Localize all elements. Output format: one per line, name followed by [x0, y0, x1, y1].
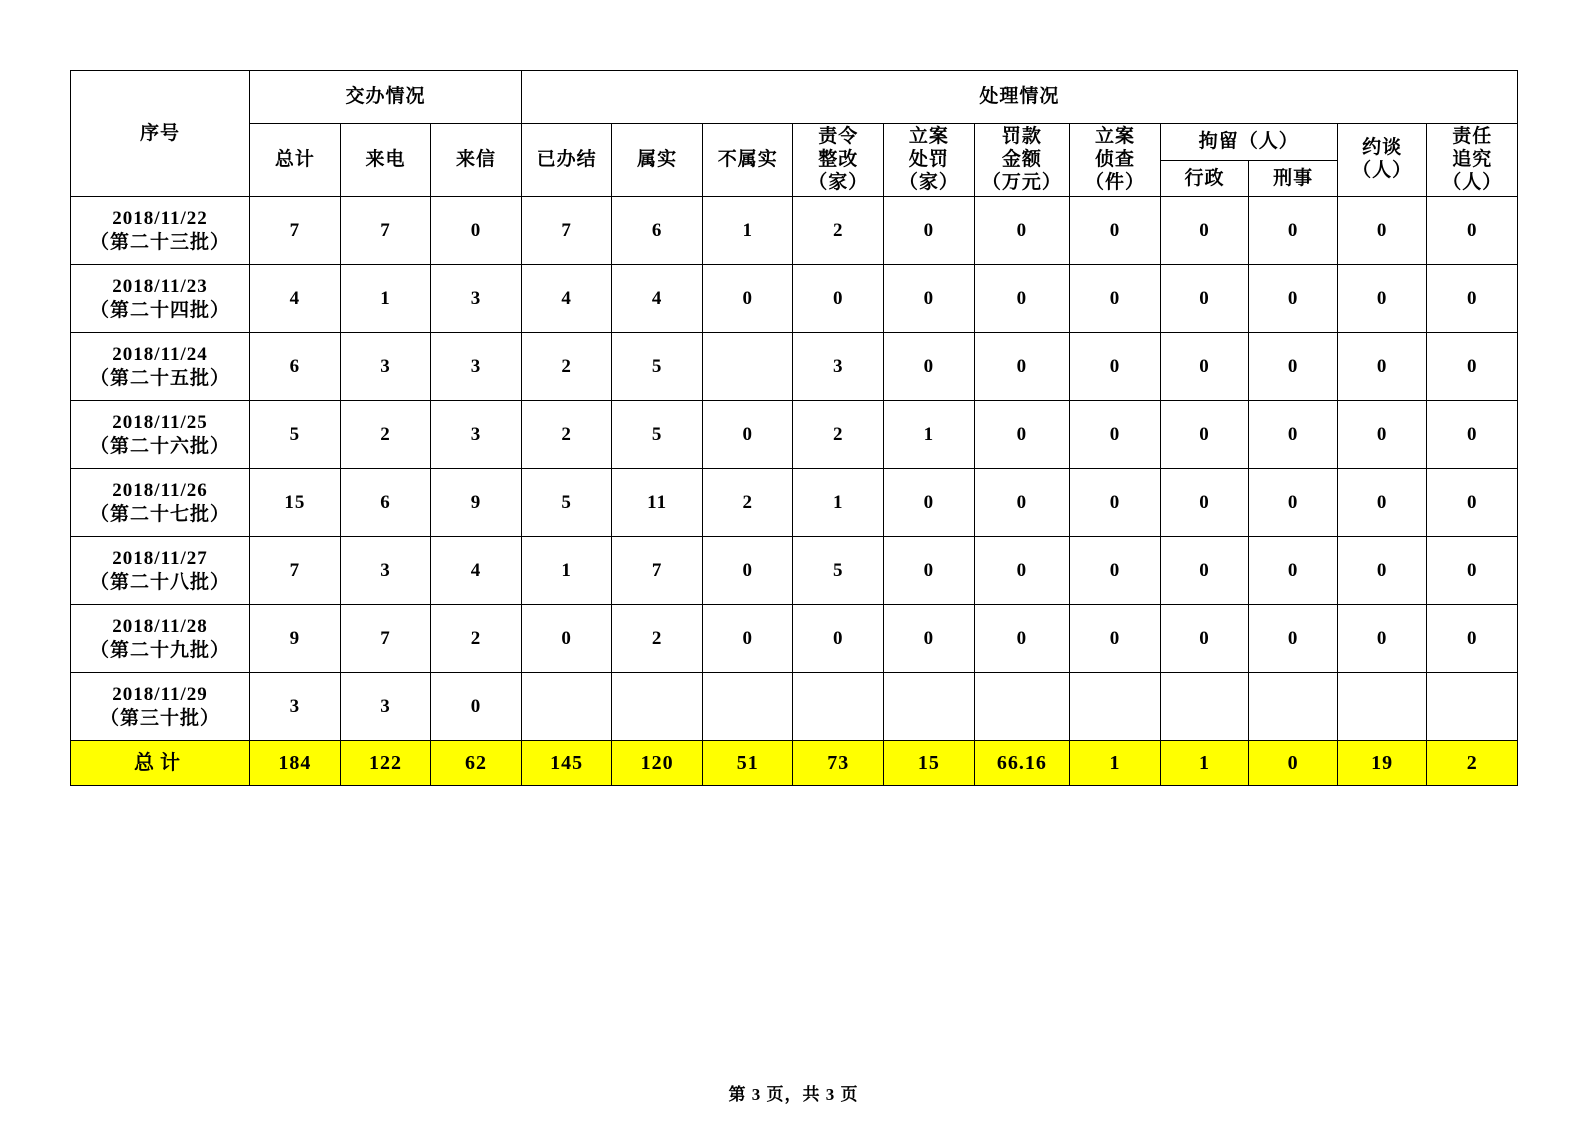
- header-accountability: [1427, 124, 1518, 197]
- cell-total: 3: [250, 673, 341, 741]
- cell-detention-criminal: [1249, 673, 1338, 741]
- table-row: [71, 605, 1518, 673]
- row-label: [71, 197, 250, 265]
- total-letters: 62: [431, 741, 522, 786]
- cell-interview: [1337, 673, 1427, 741]
- table-row: [71, 333, 1518, 401]
- row-date: 2018/11/27: [112, 548, 208, 570]
- cell-order-rectify: 3: [793, 333, 884, 401]
- row-date: 2018/11/24: [112, 344, 208, 366]
- cell-closed: 7: [521, 197, 612, 265]
- total-fine-amount: 66.16: [974, 741, 1070, 786]
- cell-investigation: 0: [1070, 197, 1161, 265]
- cell-order-rectify: 1: [793, 469, 884, 537]
- cell-detention-criminal: 0: [1249, 265, 1338, 333]
- total-investigation: 1: [1070, 741, 1161, 786]
- table-row: [71, 197, 1518, 265]
- header-penalty-case: [884, 124, 975, 197]
- cell-total: 15: [250, 469, 341, 537]
- cell-detention-admin: 0: [1160, 469, 1249, 537]
- cell-true-case: 6: [612, 197, 703, 265]
- row-label: [71, 605, 250, 673]
- total-detention-admin: 1: [1160, 741, 1249, 786]
- header-investigation-line3: （件）: [1084, 171, 1145, 193]
- cell-calls: 2: [340, 401, 431, 469]
- cell-total: 5: [250, 401, 341, 469]
- cell-false-case: 1: [702, 197, 793, 265]
- row-date: 2018/11/23: [112, 276, 208, 298]
- header-penalty-case-line3: （家）: [898, 171, 959, 193]
- cell-letters: 9: [431, 469, 522, 537]
- header-interview-line2: （人）: [1352, 160, 1413, 182]
- cell-penalty-case: 0: [884, 537, 975, 605]
- row-date: 2018/11/25: [112, 412, 208, 434]
- total-accountability: 2: [1427, 741, 1518, 786]
- table-row: [71, 673, 1518, 741]
- header-seq: 序号: [71, 71, 250, 197]
- header-penalty-case-line1: 立案: [908, 126, 949, 147]
- table-total-row: [71, 741, 1518, 786]
- cell-order-rectify: 0: [793, 265, 884, 333]
- header-fine-amount: [974, 124, 1070, 197]
- cell-total: 4: [250, 265, 341, 333]
- table-row: [71, 469, 1518, 537]
- cell-investigation: 0: [1070, 605, 1161, 673]
- cell-closed: 2: [521, 333, 612, 401]
- header-false-case: 不属实: [702, 124, 793, 197]
- cell-fine-amount: 0: [974, 537, 1070, 605]
- cell-order-rectify: 2: [793, 401, 884, 469]
- header-order-rectify: [793, 124, 884, 197]
- header-detention-admin: 行政: [1160, 160, 1249, 197]
- cell-closed: 0: [521, 605, 612, 673]
- cell-detention-admin: 0: [1160, 333, 1249, 401]
- cell-closed: [521, 673, 612, 741]
- cell-letters: 0: [431, 197, 522, 265]
- header-true-case: 属实: [612, 124, 703, 197]
- complaint-statistics-table: [70, 70, 1518, 786]
- cell-closed: 5: [521, 469, 612, 537]
- row-date: 2018/11/22: [112, 208, 208, 230]
- table-row: [71, 265, 1518, 333]
- cell-penalty-case: [884, 673, 975, 741]
- cell-penalty-case: 0: [884, 333, 975, 401]
- cell-calls: 1: [340, 265, 431, 333]
- cell-accountability: 0: [1427, 265, 1518, 333]
- cell-detention-criminal: 0: [1249, 605, 1338, 673]
- cell-true-case: 11: [612, 469, 703, 537]
- cell-true-case: 5: [612, 401, 703, 469]
- cell-true-case: 2: [612, 605, 703, 673]
- row-label: [71, 537, 250, 605]
- cell-false-case: 0: [702, 401, 793, 469]
- total-closed: 145: [521, 741, 612, 786]
- header-fine-amount-line2: 金额: [1001, 148, 1042, 170]
- cell-penalty-case: 0: [884, 605, 975, 673]
- row-label: [71, 401, 250, 469]
- cell-fine-amount: 0: [974, 197, 1070, 265]
- row-date: 2018/11/26: [112, 480, 208, 502]
- cell-calls: 6: [340, 469, 431, 537]
- cell-accountability: 0: [1427, 401, 1518, 469]
- cell-order-rectify: 2: [793, 197, 884, 265]
- cell-fine-amount: 0: [974, 401, 1070, 469]
- cell-fine-amount: 0: [974, 469, 1070, 537]
- cell-interview: 0: [1337, 605, 1427, 673]
- cell-calls: 3: [340, 537, 431, 605]
- cell-false-case: [702, 673, 793, 741]
- header-calls: 来电: [340, 124, 431, 197]
- cell-accountability: [1427, 673, 1518, 741]
- cell-penalty-case: 0: [884, 469, 975, 537]
- row-batch: （第二十八批）: [90, 571, 231, 593]
- header-letters: 来信: [431, 124, 522, 197]
- header-investigation: [1070, 124, 1161, 197]
- row-batch: （第二十五批）: [90, 367, 231, 389]
- total-false-case: 51: [702, 741, 793, 786]
- page-footer: 第 3 页，共 3 页: [728, 1085, 859, 1104]
- row-batch: （第二十三批）: [90, 231, 231, 253]
- cell-detention-criminal: 0: [1249, 401, 1338, 469]
- total-true-case: 120: [612, 741, 703, 786]
- cell-false-case: 2: [702, 469, 793, 537]
- cell-interview: 0: [1337, 265, 1427, 333]
- header-accountability-line2: 追究: [1452, 148, 1493, 170]
- total-calls: 122: [340, 741, 431, 786]
- cell-investigation: [1070, 673, 1161, 741]
- cell-total: 7: [250, 537, 341, 605]
- cell-fine-amount: 0: [974, 333, 1070, 401]
- cell-fine-amount: 0: [974, 605, 1070, 673]
- row-batch: （第二十七批）: [90, 503, 231, 525]
- cell-order-rectify: 0: [793, 605, 884, 673]
- cell-true-case: 5: [612, 333, 703, 401]
- cell-calls: 3: [340, 333, 431, 401]
- row-date: 2018/11/28: [112, 616, 208, 638]
- header-interview-line1: 约谈: [1362, 137, 1403, 159]
- header-penalty-case-line2: 处罚: [908, 148, 949, 170]
- cell-letters: 3: [431, 401, 522, 469]
- cell-interview: 0: [1337, 469, 1427, 537]
- cell-investigation: 0: [1070, 537, 1161, 605]
- row-label: [71, 469, 250, 537]
- header-accountability-line3: （人）: [1442, 171, 1503, 193]
- cell-accountability: 0: [1427, 469, 1518, 537]
- cell-investigation: 0: [1070, 401, 1161, 469]
- cell-true-case: 4: [612, 265, 703, 333]
- header-order-rectify-line2: 整改: [818, 148, 859, 170]
- cell-interview: 0: [1337, 401, 1427, 469]
- total-order-rectify: 73: [793, 741, 884, 786]
- total-interview: 19: [1337, 741, 1427, 786]
- cell-interview: 0: [1337, 197, 1427, 265]
- cell-investigation: 0: [1070, 265, 1161, 333]
- cell-letters: 3: [431, 333, 522, 401]
- table-row: [71, 537, 1518, 605]
- total-total: 184: [250, 741, 341, 786]
- total-label: 总计: [71, 741, 250, 786]
- cell-accountability: 0: [1427, 537, 1518, 605]
- cell-fine-amount: 0: [974, 265, 1070, 333]
- header-investigation-line1: 立案: [1094, 126, 1135, 147]
- cell-closed: 4: [521, 265, 612, 333]
- table-body: [71, 197, 1518, 786]
- header-group-assign: 交办情况: [250, 71, 522, 124]
- cell-detention-admin: 0: [1160, 197, 1249, 265]
- header-order-rectify-line1: 责令: [818, 126, 859, 147]
- cell-false-case: 0: [702, 537, 793, 605]
- cell-accountability: 0: [1427, 605, 1518, 673]
- cell-order-rectify: [793, 673, 884, 741]
- header-investigation-line2: 侦查: [1094, 148, 1135, 170]
- cell-penalty-case: 0: [884, 265, 975, 333]
- cell-detention-criminal: 0: [1249, 537, 1338, 605]
- cell-closed: 1: [521, 537, 612, 605]
- cell-accountability: 0: [1427, 197, 1518, 265]
- header-accountability-line1: 责任: [1452, 126, 1493, 147]
- cell-detention-criminal: 0: [1249, 197, 1338, 265]
- cell-investigation: 0: [1070, 469, 1161, 537]
- total-penalty-case: 15: [884, 741, 975, 786]
- row-batch: （第二十六批）: [90, 435, 231, 457]
- table-header: [71, 71, 1518, 197]
- row-batch: （第二十九批）: [90, 639, 231, 661]
- row-label: [71, 265, 250, 333]
- cell-interview: 0: [1337, 333, 1427, 401]
- header-fine-amount-line3: （万元）: [981, 171, 1062, 193]
- cell-closed: 2: [521, 401, 612, 469]
- row-label: [71, 333, 250, 401]
- cell-letters: 4: [431, 537, 522, 605]
- cell-false-case: 0: [702, 605, 793, 673]
- total-detention-criminal: 0: [1249, 741, 1338, 786]
- cell-investigation: 0: [1070, 333, 1161, 401]
- row-batch: （第三十批）: [100, 707, 221, 729]
- cell-detention-criminal: 0: [1249, 469, 1338, 537]
- header-detention-criminal: 刑事: [1249, 160, 1338, 197]
- header-order-rectify-line3: （家）: [808, 171, 869, 193]
- cell-false-case: [702, 333, 793, 401]
- cell-true-case: 7: [612, 537, 703, 605]
- cell-letters: 2: [431, 605, 522, 673]
- cell-detention-admin: 0: [1160, 265, 1249, 333]
- cell-penalty-case: 1: [884, 401, 975, 469]
- row-date: 2018/11/29: [112, 684, 208, 706]
- cell-interview: 0: [1337, 537, 1427, 605]
- header-fine-amount-line1: 罚款: [1001, 126, 1042, 147]
- row-batch: （第二十四批）: [90, 299, 231, 321]
- cell-total: 9: [250, 605, 341, 673]
- cell-total: 6: [250, 333, 341, 401]
- header-closed: 已办结: [521, 124, 612, 197]
- header-group-process: 处理情况: [521, 71, 1517, 124]
- cell-penalty-case: 0: [884, 197, 975, 265]
- cell-detention-admin: [1160, 673, 1249, 741]
- cell-letters: 0: [431, 673, 522, 741]
- row-label: [71, 673, 250, 741]
- table-row: [71, 401, 1518, 469]
- cell-false-case: 0: [702, 265, 793, 333]
- cell-order-rectify: 5: [793, 537, 884, 605]
- cell-detention-admin: 0: [1160, 605, 1249, 673]
- cell-calls: 7: [340, 605, 431, 673]
- header-total: 总计: [250, 124, 341, 197]
- cell-detention-criminal: 0: [1249, 333, 1338, 401]
- cell-true-case: [612, 673, 703, 741]
- header-interview: [1337, 124, 1427, 197]
- cell-calls: 7: [340, 197, 431, 265]
- cell-fine-amount: [974, 673, 1070, 741]
- header-detention-group: 拘留（人）: [1160, 124, 1337, 161]
- cell-letters: 3: [431, 265, 522, 333]
- cell-detention-admin: 0: [1160, 537, 1249, 605]
- cell-accountability: 0: [1427, 333, 1518, 401]
- cell-total: 7: [250, 197, 341, 265]
- cell-detention-admin: 0: [1160, 401, 1249, 469]
- cell-calls: 3: [340, 673, 431, 741]
